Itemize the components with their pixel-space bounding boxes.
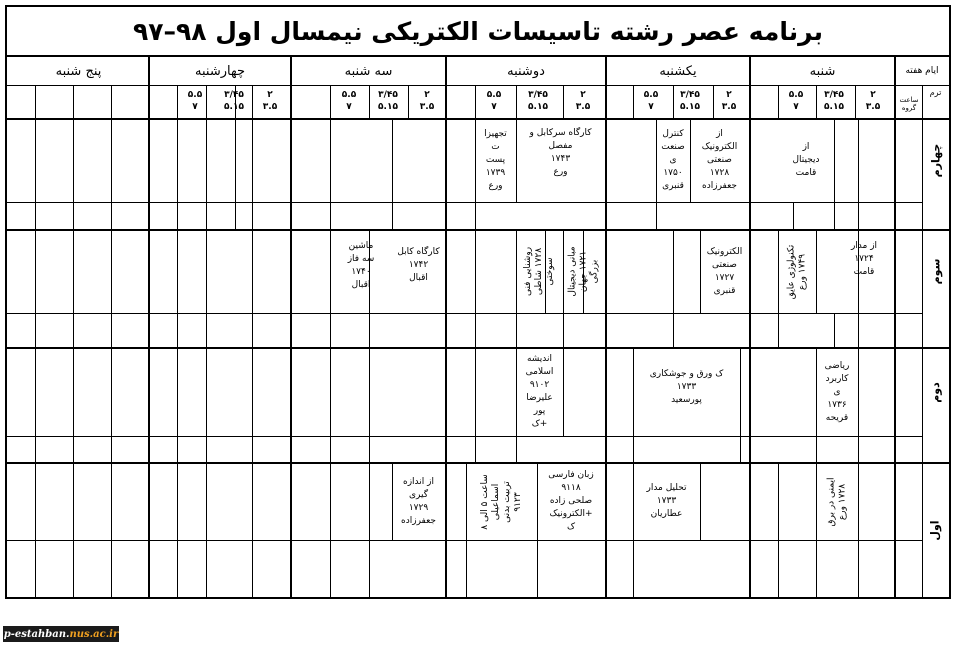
course-industrial-control: کنترل صنعت ی ۱۷۵۰ قنبری [661, 129, 685, 191]
grid-line [177, 462, 178, 597]
time-slot-5.5-7: ۵.۵ ۷ [788, 90, 804, 112]
grid-line [855, 85, 856, 118]
course-cable-splice-workshop: کارگاه سرکابل و مفصل ۱۷۴۳ ورع [529, 128, 592, 177]
time-slot-3.45-5.15: ۳/۴۵ ۵.۱۵ [528, 90, 548, 112]
course-circuit-analysis: تحلیل مدار ۱۷۳۳ عطاریان [646, 483, 687, 519]
grid-line [475, 229, 476, 347]
day-saturday: شنبه [809, 63, 836, 79]
course-circuit-lab: از مدار ۱۷۲۴ قامت [850, 241, 878, 277]
grid-line [7, 436, 922, 437]
course-applied-math: ریاضی کاربرد ی ۱۷۳۶ قریحه [824, 360, 850, 423]
grid-line [740, 347, 741, 462]
grid-line [330, 462, 331, 597]
day-wednesday: چهارشنبه [195, 63, 245, 79]
grid-line [7, 540, 922, 541]
grid-line [235, 118, 236, 229]
course-substation-equipment: تجهیزا ت پست ۱۷۳۹ ورع [484, 129, 507, 191]
grid-line [778, 85, 779, 118]
grid-line [177, 85, 178, 118]
grid-line [111, 85, 112, 597]
grid-line [369, 85, 370, 118]
course-measurement-lab: از اندازه گیری ۱۷۲۹ جعفرزاده [401, 476, 436, 526]
time-slot-3.45-5.15: ۳/۴۵ ۵.۱۵ [680, 90, 700, 112]
day-monday: دوشنبه [507, 63, 545, 79]
time-slot-2-3.5: ۲ ۳.۵ [575, 90, 591, 112]
site-url-badge: p-estahban. nus.ac.ir [3, 626, 119, 642]
day-thursday: پنج شنبه [55, 63, 102, 79]
grid-line [793, 202, 794, 229]
time-slot-2-3.5: ۲ ۳.۵ [262, 90, 278, 112]
grid-line [35, 85, 36, 597]
grid-line [177, 118, 178, 229]
grid-line [563, 85, 564, 118]
grid-line [516, 85, 517, 118]
course-sheet-metal-welding: ک ورق و جوشکاری ۱۷۳۳ پورسعید [649, 369, 724, 405]
time-slot-3.45-5.15: ۳/۴۵ ۵.۱۵ [224, 90, 244, 112]
grid-line [408, 85, 409, 118]
time-slot-3.45-5.15: ۳/۴۵ ۵.۱۵ [824, 90, 844, 112]
time-slot-5.5-7: ۵.۵ ۷ [187, 90, 203, 112]
course-insulation-technology: تکنولوژی عایق ۱۷۴۹ ورع [785, 244, 807, 299]
term-4-label: چهارم [929, 143, 942, 178]
course-islamic-thought: اندیشه اسلامی ۹۱۰۲ علیرضا پور +ک [525, 354, 554, 429]
term-2-label: دوم [928, 381, 942, 403]
grid-line [673, 85, 674, 118]
time-slot-5.5-7: ۵.۵ ۷ [643, 90, 659, 112]
grid-line [858, 462, 859, 597]
day-sunday: یکشنبه [659, 63, 697, 79]
time-slot-2-3.5: ۲ ۳.۵ [721, 90, 737, 112]
course-industrial-electronics: الکترونیک صنعتی ۱۷۲۷ قنبری [706, 246, 743, 296]
page-title: برنامه عصر رشته تاسیسات الکتریکی نیمسال اول ۹۸–۹۷ [132, 16, 824, 46]
course-cable-workshop: کارگاه کابل ۱۷۴۲ اقبال [397, 247, 440, 283]
grid-line [252, 347, 253, 462]
term-3-label: سوم [929, 258, 942, 285]
course-digital-lab: از دیجیتال قامت [792, 142, 820, 178]
grid-line [563, 347, 564, 436]
grid-line [252, 85, 253, 597]
grid-line [369, 347, 370, 462]
grid-line [749, 55, 751, 597]
grid-line [206, 85, 207, 597]
course-persian-language: زبان فارسی ۹۱۱۸ صلحی زاده +الکترونیک ک [548, 470, 594, 532]
grid-line [392, 118, 393, 229]
grid-line [177, 347, 178, 462]
grid-line [177, 229, 178, 347]
class-group-label: ساعت گروه [899, 96, 919, 112]
grid-line [605, 55, 607, 597]
time-slot-2-3.5: ۲ ۳.۵ [419, 90, 435, 112]
grid-line [7, 313, 922, 314]
grid-line [330, 118, 331, 229]
grid-line [290, 55, 292, 597]
grid-line [858, 347, 859, 462]
grid-line [475, 347, 476, 462]
grid-line [673, 229, 674, 347]
time-slot-5.5-7: ۵.۵ ۷ [341, 90, 357, 112]
grid-line [633, 85, 634, 118]
grid-line [816, 85, 817, 118]
grid-line [858, 118, 859, 229]
grid-line [445, 55, 447, 597]
grid-line [148, 55, 150, 597]
day-tuesday: سه شنبه [344, 63, 393, 79]
course-electrical-safety: ایمنی در برق ۱۷۲۸ ورع [826, 477, 847, 526]
grid-line [475, 85, 476, 118]
term-1-label: اول [929, 519, 942, 541]
course-industrial-electronics-lab: از الکترونیک صنعتی ۱۷۲۸ جعفرزاده [701, 129, 738, 191]
course-digital-fundamentals: مبانی دیجیتال ۱۷۲۱ جهان بزرگی [567, 246, 600, 297]
grid-line [369, 462, 370, 597]
grid-line [816, 229, 817, 313]
grid-line [330, 85, 331, 118]
term-label: ترم [929, 87, 942, 97]
grid-line [7, 202, 922, 203]
grid-line [700, 462, 701, 540]
time-slot-5.5-7: ۵.۵ ۷ [486, 90, 502, 112]
course-physical-education: ساعت ۵ الی ۸ اسماعیلی تربیت بدنی ۹۱۲۳ [479, 473, 523, 530]
course-three-phase-machine: ماشین سه فاز ۱۷۴۰ اقبال [347, 241, 375, 290]
time-slot-2-3.5: ۲ ۳.۵ [865, 90, 881, 112]
grid-line [834, 118, 835, 229]
time-slot-3.45-5.15: ۳/۴۵ ۵.۱۵ [378, 90, 398, 112]
course-technical-lighting: روشنایی فنی ۱۷۲۸ شاطی سوختی [522, 246, 555, 297]
grid-line [778, 462, 779, 597]
grid-line [894, 55, 896, 597]
days-label: ایام هفته [905, 66, 939, 76]
grid-line [73, 85, 74, 597]
grid-line [330, 347, 331, 462]
